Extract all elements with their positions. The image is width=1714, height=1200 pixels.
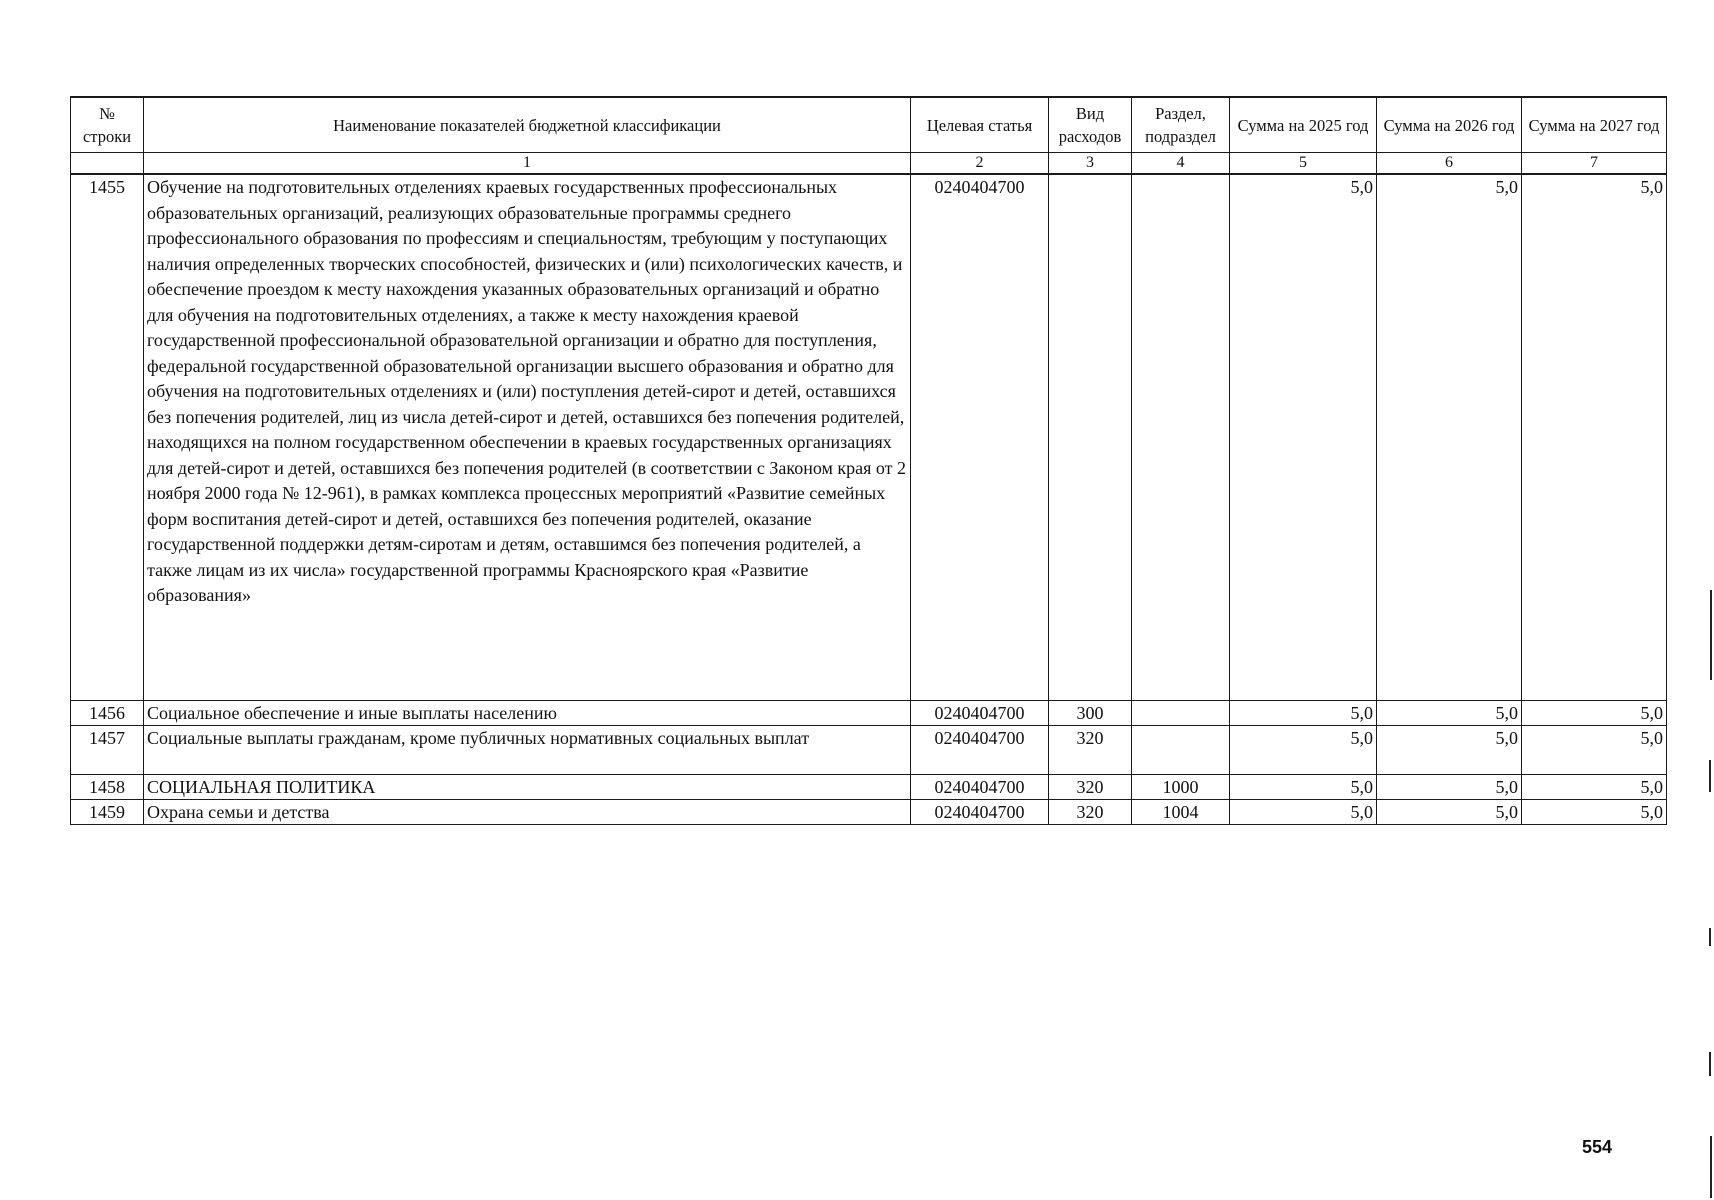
budget-document-page [70,96,1666,825]
column-number: 5 [1230,153,1377,175]
header-sum-2027: Сумма на 2027 год [1522,97,1667,153]
column-number: 3 [1049,153,1132,175]
row-target-article: 0240404700 [911,800,1049,825]
row-expense-type: 320 [1049,775,1132,800]
header-sum-2025: Сумма на 2025 год [1230,97,1377,153]
row-sum-2027: 5,0 [1522,726,1667,775]
row-sum-2026: 5,0 [1377,174,1522,701]
scan-edge-mark [1710,590,1712,680]
scan-edge-mark [1710,1136,1712,1198]
scan-edge-mark [1709,1052,1711,1076]
table-row [71,174,1667,701]
header-row-no: № строки [71,97,144,153]
column-number: 2 [911,153,1049,175]
table-body [71,174,1667,825]
row-sum-2025: 5,0 [1230,800,1377,825]
table-row [71,701,1667,726]
row-expense-type: 300 [1049,701,1132,726]
row-name: Социальное обеспечение и иные выплаты населению [144,701,911,726]
row-sum-2027: 5,0 [1522,800,1667,825]
row-section: 1000 [1132,775,1230,800]
row-expense-type: 320 [1049,726,1132,775]
row-name: Обучение на подготовительных отделениях краевых государственных профессиональных образовательных организаций, реализующих образовательные программы среднего профессионального образования по профессиям и специальностям, требующим у поступающих наличия определенных творческих способностей, физических и (или) психологических качеств, и обеспечение проездом к месту нахождения указанных образовательных организаций и обратно для обучения на подготовительных отделениях, а также к месту нахождения краевой государственной профессиональной образовательной организации и обратно для поступления, федеральной государственной образовательной организации высшего образования и обратно для обучения на подготовительных отделениях и (или) поступления детей-сирот и детей, оставшихся без попечения родителей, лиц из числа детей-сирот и детей, оставшихся без попечения родителей, находящихся на полном государственном обеспечении в краевых государственных организациях для детей-сирот и детей, оставшихся без попечения родителей (в соответствии с Законом края от 2 ноября 2000 года № 12-961), в рамках комплекса процессных мероприятий «Развитие семейных форм воспитания детей-сирот и детей, оставшихся без попечения родителей, оказание государственной поддержки детям-сиротам и детям, оставшимся без попечения родителей, а также лицам из их числа» государственной программы Красноярского края «Развитие образования» [144,174,911,701]
scan-edge-mark [1709,928,1711,946]
row-name: СОЦИАЛЬНАЯ ПОЛИТИКА [144,775,911,800]
row-sum-2026: 5,0 [1377,701,1522,726]
row-name: Социальные выплаты гражданам, кроме публичных нормативных социальных выплат [144,726,911,775]
row-section [1132,174,1230,701]
row-number: 1458 [71,775,144,800]
row-section [1132,701,1230,726]
header-name: Наименование показателей бюджетной классификации [144,97,911,153]
column-number: 7 [1522,153,1667,175]
column-number [71,153,144,175]
row-target-article: 0240404700 [911,174,1049,701]
row-name: Охрана семьи и детства [144,800,911,825]
header-section: Раздел, подраздел [1132,97,1230,153]
row-number: 1457 [71,726,144,775]
row-sum-2025: 5,0 [1230,174,1377,701]
row-sum-2027: 5,0 [1522,775,1667,800]
header-row [71,97,1667,153]
row-number: 1456 [71,701,144,726]
page-number: 554 [1582,1137,1613,1157]
budget-classification-table [70,96,1667,825]
table-header [71,97,1667,174]
column-number: 4 [1132,153,1230,175]
row-sum-2026: 5,0 [1377,775,1522,800]
column-number: 1 [144,153,911,175]
row-number: 1459 [71,800,144,825]
row-expense-type [1049,174,1132,701]
row-section [1132,726,1230,775]
row-sum-2025: 5,0 [1230,701,1377,726]
table-row [71,726,1667,775]
row-section: 1004 [1132,800,1230,825]
header-target-article: Целевая статья [911,97,1049,153]
column-number-row [71,153,1667,175]
table-row [71,800,1667,825]
row-sum-2027: 5,0 [1522,701,1667,726]
row-sum-2026: 5,0 [1377,726,1522,775]
header-sum-2026: Сумма на 2026 год [1377,97,1522,153]
scan-edge-mark [1709,760,1711,792]
header-expense-type: Вид расходов [1049,97,1132,153]
row-sum-2025: 5,0 [1230,726,1377,775]
row-expense-type: 320 [1049,800,1132,825]
row-sum-2025: 5,0 [1230,775,1377,800]
column-number: 6 [1377,153,1522,175]
row-sum-2026: 5,0 [1377,800,1522,825]
row-target-article: 0240404700 [911,701,1049,726]
row-target-article: 0240404700 [911,726,1049,775]
row-sum-2027: 5,0 [1522,174,1667,701]
table-row [71,775,1667,800]
row-target-article: 0240404700 [911,775,1049,800]
row-number: 1455 [71,174,144,701]
